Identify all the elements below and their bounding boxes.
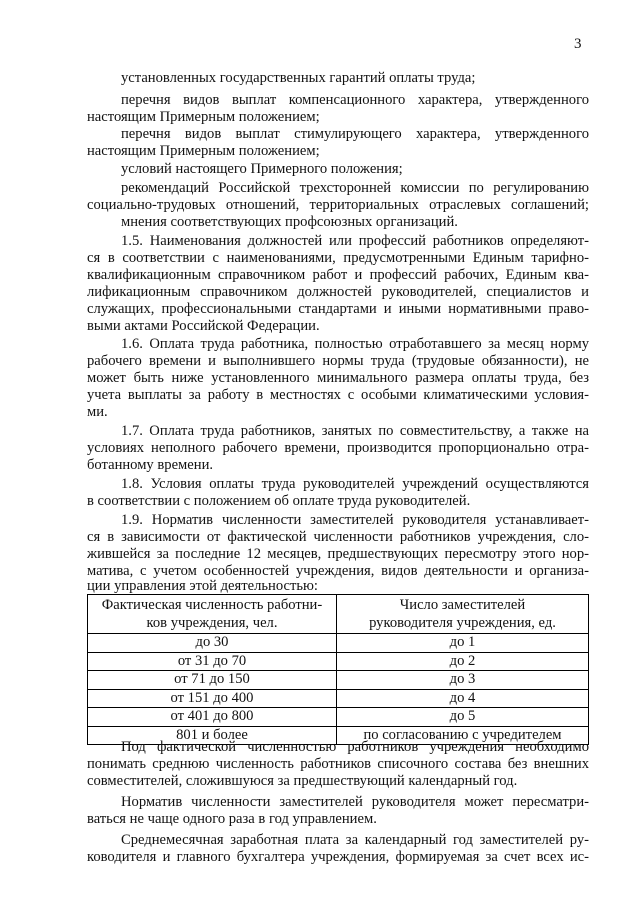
text-line: учета выплаты за работу в местностях с особыми климатическими условия-	[87, 387, 589, 403]
text-line: Под фактической численностью работников учреждения необходимо	[121, 739, 589, 755]
table-cell: до 5	[337, 708, 589, 727]
table-row	[88, 689, 589, 708]
text-line: служащих, профессиональными стандартами и иными нормативными право-	[87, 301, 589, 317]
page-number: 3	[574, 36, 582, 52]
table-cell: от 151 до 400	[88, 689, 337, 708]
text-line: социально-трудовых отношений, территориальных отраслевых соглашений;	[87, 197, 589, 213]
table-header-cell	[337, 595, 589, 634]
text-line: ся в соответствии с наименованиями, предусмотренными Единым тарифно-	[87, 250, 589, 266]
table-header-row	[88, 595, 589, 634]
text-line: понимать среднюю численность работников списочного состава без внешних	[87, 756, 589, 772]
text-line: 1.6. Оплата труда работника, полностью отработавшего за месяц норму	[121, 336, 589, 352]
text-line: настоящим Примерным положением;	[87, 109, 320, 125]
text-line: матива, с учетом особенностей учреждения, видов деятельности и организа-	[87, 563, 589, 579]
table-cell: от 401 до 800	[88, 708, 337, 727]
text-line: совместителей, сложившуюся за предшествующий календарный год.	[87, 773, 518, 789]
table-row	[88, 671, 589, 690]
text-line: ботанному времени.	[87, 457, 214, 473]
text-line: может быть ниже установленного минимального размера оплаты труда, без	[87, 370, 589, 386]
table-cell: до 3	[337, 671, 589, 690]
text-line: Среднемесячная заработная плата за календарный год заместителей ру-	[121, 832, 589, 848]
table-cell: от 31 до 70	[88, 652, 337, 671]
text-line: Норматив численности заместителей руководителя может пересматри-	[121, 794, 589, 810]
header-text: Число заместителей	[399, 597, 526, 613]
table-row	[88, 634, 589, 653]
header-text: Фактическая численность работни-	[101, 597, 323, 613]
table-cell: по согласованию с учредителем	[337, 726, 589, 745]
text-line: установленных государственных гарантий оплаты труда;	[121, 70, 476, 86]
table-header-cell	[88, 595, 337, 634]
table-cell: от 71 до 150	[88, 671, 337, 690]
header-text: ков учреждения, чел.	[146, 615, 278, 631]
table-cell: 801 и более	[88, 726, 337, 745]
text-line: в соответствии с положением об оплате труда руководителей.	[87, 493, 471, 509]
text-line: ваться не чаще одного раза в год управлением.	[87, 811, 377, 827]
text-line: перечня видов выплат стимулирующего характера, утвержденного	[121, 126, 589, 142]
text-line: лификационным справочником должностей руководителей, специалистов и	[87, 284, 589, 300]
table-cell: до 2	[337, 652, 589, 671]
text-line: мнения соответствующих профсоюзных организаций.	[121, 214, 458, 230]
table-cell: до 4	[337, 689, 589, 708]
text-line: выми актами Российской Федерации.	[87, 318, 320, 334]
text-line: 1.8. Условия оплаты труда руководителей учреждений осуществляются	[121, 476, 589, 492]
text-line: 1.5. Наименования должностей или профессий работников определяют-	[121, 233, 589, 249]
text-line: рекомендаций Российской трехсторонней комиссии по регулированию	[121, 180, 589, 196]
table-cell: до 1	[337, 634, 589, 653]
table-row	[88, 652, 589, 671]
text-line: настоящим Примерным положением;	[87, 143, 320, 159]
text-line: ководителя и главного бухгалтера учреждения, формируемая за счет всех ис-	[87, 849, 589, 865]
text-line: ции управления этой деятельностью:	[87, 578, 318, 594]
table-cell: до 30	[88, 634, 337, 653]
text-line: условий настоящего Примерного положения;	[121, 161, 403, 177]
text-line: квалификационным справочником работ и профессий рабочих, Единым ква-	[87, 267, 589, 283]
text-line: рабочего времени и выполнившего нормы труда (трудовые обязанности), не	[87, 353, 589, 369]
text-line: ся в зависимости от фактической численности работников учреждения, сло-	[87, 529, 589, 545]
text-line: условиях неполного рабочего времени, производится пропорционально отра-	[87, 440, 589, 456]
text-line: ми.	[87, 404, 108, 420]
table-row	[88, 708, 589, 727]
text-line: перечня видов выплат компенсационного характера, утвержденного	[121, 92, 589, 108]
deputies-norm-table	[87, 594, 589, 745]
text-line: жившейся за последние 12 месяцев, предшествующих пересмотру этого нор-	[87, 546, 589, 562]
header-text: руководителя учреждения, ед.	[369, 615, 556, 631]
text-line: 1.9. Норматив численности заместителей руководителя устанавливает-	[121, 512, 589, 528]
text-line: 1.7. Оплата труда работников, занятых по совместительству, а также на	[121, 423, 589, 439]
